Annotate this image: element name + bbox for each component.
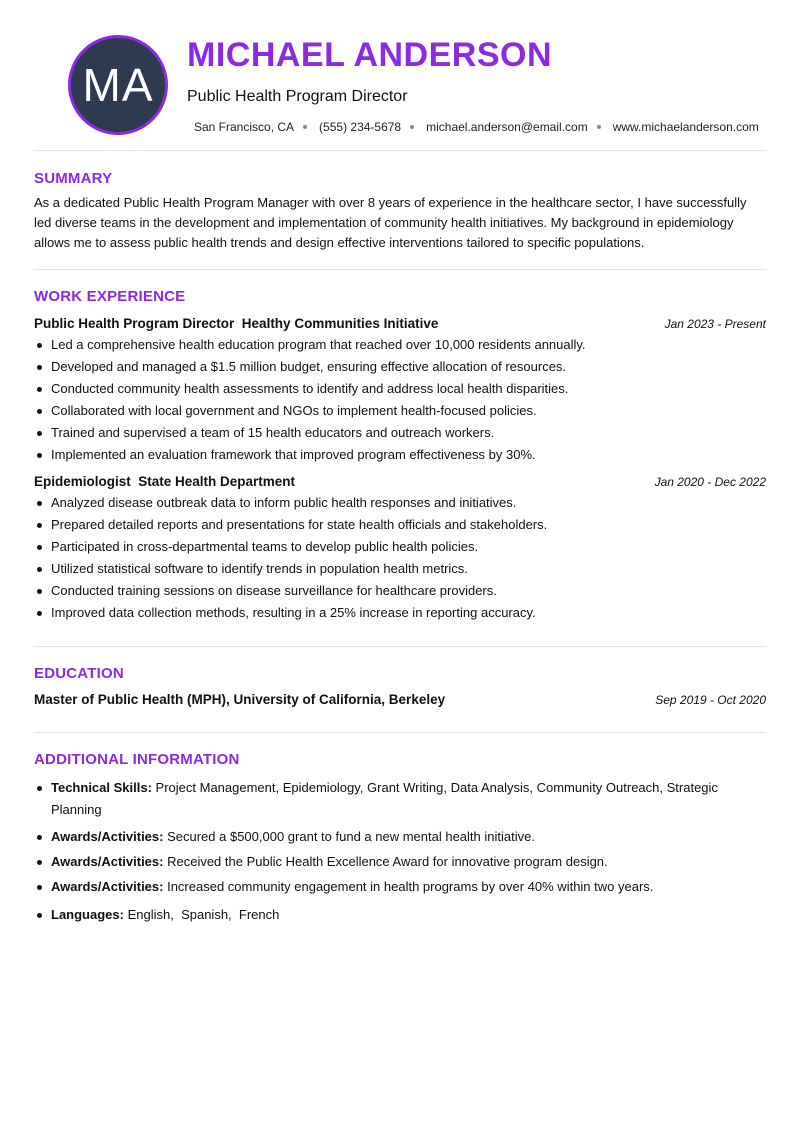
section-title-education: EDUCATION [34,665,124,682]
item-label: Awards/Activities: [51,854,164,869]
list-item: Conducted community health assessments to identify and address local health disparities. [34,378,766,400]
additional-section [34,733,766,926]
section-title-summary: SUMMARY [34,170,113,187]
job-date: Jan 2020 - Dec 2022 [654,475,766,489]
summary-section [34,151,766,269]
list-item: Led a comprehensive health education program that reached over 10,000 residents annually. [34,334,766,356]
item-text: Secured a $500,000 grant to fund a new mental health initiative. [167,829,535,844]
job-bullets [34,334,766,466]
education-section [34,647,766,732]
summary-text: As a dedicated Public Health Program Manager with over 8 years of experience in the healthcare sector, I have successfully led diverse teams in the development and implementation of community health initiatives. My background in epidemiology allows me to assess public health trends and design effective interventions tailored to specific populations. [34,195,747,250]
separator-dot-icon [410,125,414,129]
candidate-name: MICHAEL ANDERSON [187,36,553,74]
additional-list [34,777,766,926]
contact-email[interactable]: michael.anderson@email.com [426,120,588,134]
avatar [68,35,168,135]
contact-website[interactable]: www.michaelanderson.com [612,120,759,134]
list-item: Collaborated with local government and NGOs to implement health-focused policies. [34,400,766,422]
item-text: Received the Public Health Excellence Award for innovative program design. [167,854,608,869]
degree: Master of Public Health (MPH), University of California, Berkeley [34,692,446,707]
list-item: Prepared detailed reports and presentations for state health officials and stakeholders. [34,514,766,536]
item-text: English, Spanish, French [127,907,280,922]
avatar-initials: MA [82,59,154,111]
list-item [34,876,766,898]
resume-header [34,0,766,150]
separator-dot-icon [597,125,601,129]
list-item: Developed and managed a $1.5 million budget, ensuring effective allocation of resources. [34,356,766,378]
job-date: Jan 2023 - Present [664,317,766,331]
list-item: Improved data collection methods, resulting in a 25% increase in reporting accuracy. [34,602,766,624]
contact-line [194,120,759,134]
list-item: Utilized statistical software to identify trends in population health metrics. [34,558,766,580]
section-title-additional: ADDITIONAL INFORMATION [34,751,240,768]
job-title: Public Health Program Director Healthy Communities Initiative [34,316,439,331]
list-item: Implemented an evaluation framework that improved program effectiveness by 30%. [34,444,766,466]
item-text: Increased community engagement in health programs by over 40% within two years. [167,879,654,894]
list-item: Analyzed disease outbreak data to inform public health responses and initiatives. [34,492,766,514]
job-entry [34,316,766,466]
list-item: Participated in cross-departmental teams to develop public health policies. [34,536,766,558]
list-item: Conducted training sessions on disease surveillance for healthcare providers. [34,580,766,602]
list-item [34,777,766,821]
contact-location: San Francisco, CA [194,120,295,134]
list-item [34,851,766,873]
item-label: Awards/Activities: [51,879,164,894]
item-label: Languages: [51,907,124,922]
job-bullets [34,492,766,624]
item-text: Project Management, Epidemiology, Grant Writing, Data Analysis, Community Outreach, Strategic Planning [51,780,718,817]
section-title-experience: WORK EXPERIENCE [34,288,186,305]
separator-dot-icon [303,125,307,129]
list-item [34,904,766,926]
list-item: Trained and supervised a team of 15 health educators and outreach workers. [34,422,766,444]
list-item [34,826,766,848]
job-title: Epidemiologist State Health Department [34,474,296,489]
education-date: Sep 2019 - Oct 2020 [655,693,766,707]
candidate-title: Public Health Program Director [187,88,408,105]
item-label: Technical Skills: [51,780,152,795]
item-label: Awards/Activities: [51,829,164,844]
contact-phone: (555) 234-5678 [319,120,402,134]
experience-section [34,270,766,646]
job-entry [34,474,766,624]
